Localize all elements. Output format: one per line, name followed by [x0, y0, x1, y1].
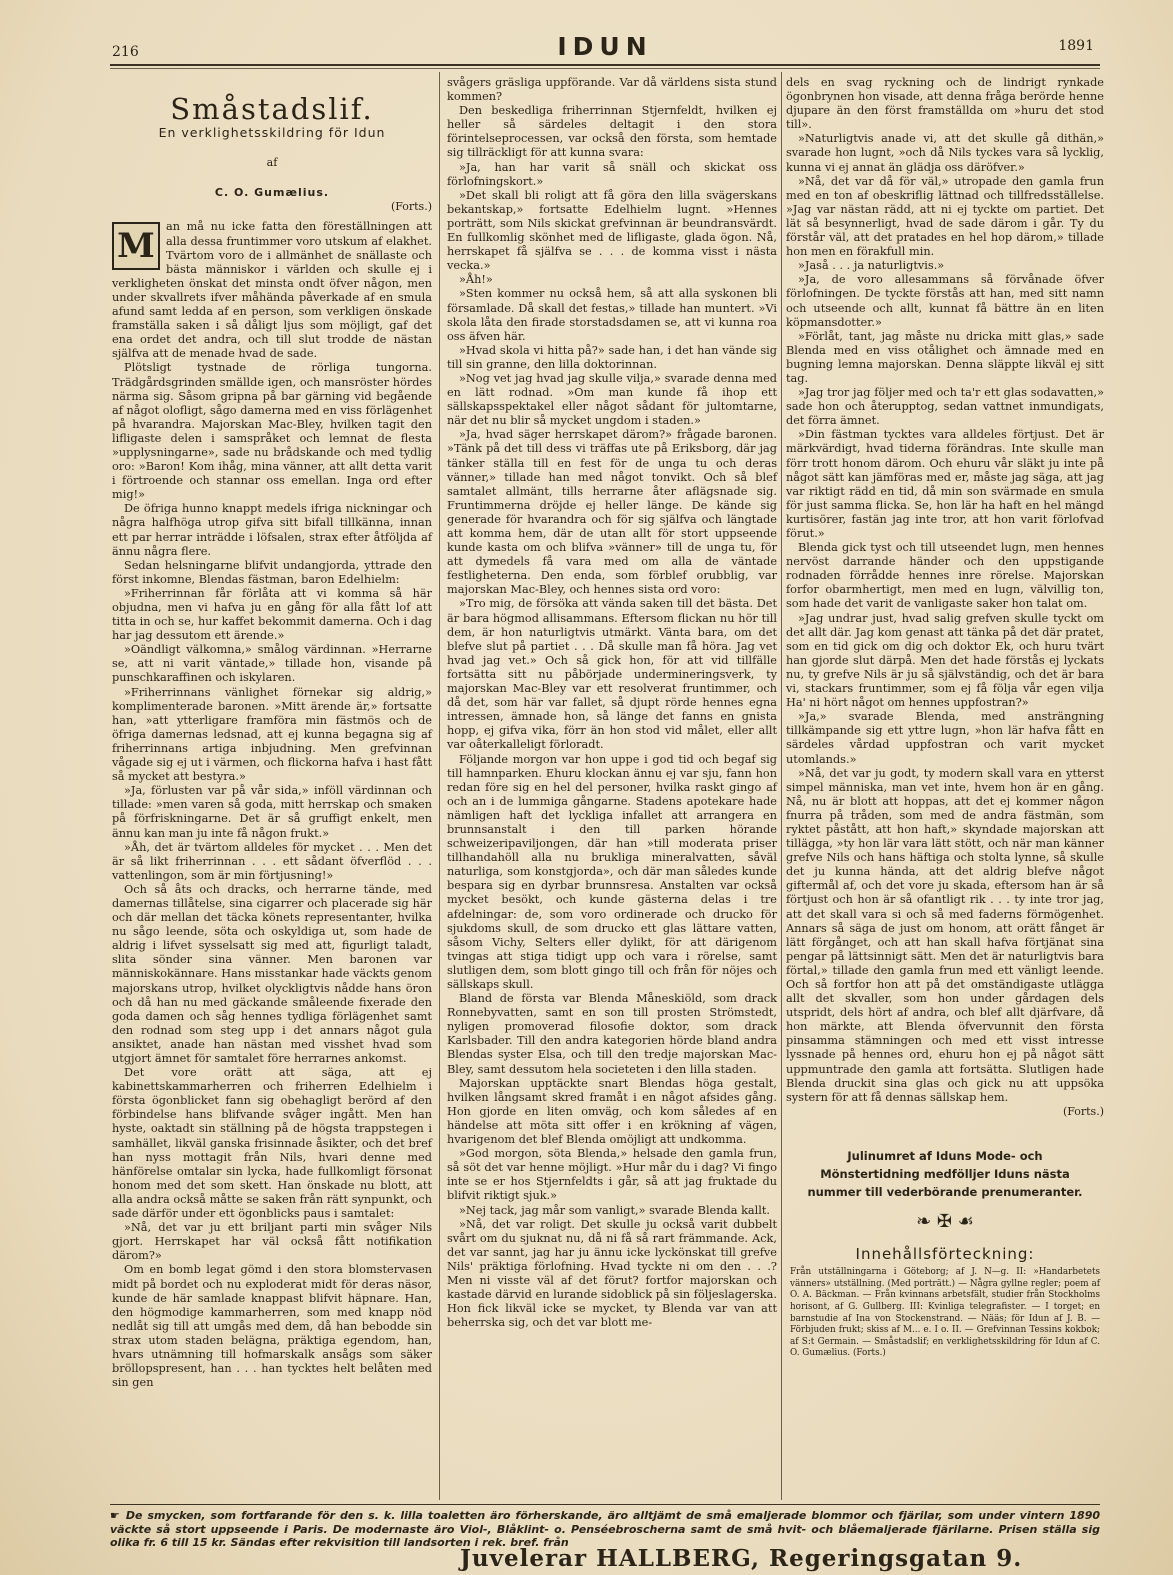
paragraph: »Nej tack, jag mår som vanligt,» svarade Blenda kallt.: [459, 1203, 771, 1217]
paragraph: Majorskan upptäckte snart Blendas höga gestalt, hvilken långsamt skred framåt i en något afsides gång. Hon gjorde en liten omväg, och kom således af en händelse att möta sitt offer i en krökning af vägen, hvarigenom det blef Blenda omöjligt att undkomma.: [447, 1076, 777, 1147]
column-2: [447, 76, 777, 1330]
magazine-title: IDUN: [557, 32, 653, 61]
first-paragraph: [112, 220, 432, 361]
paragraph: »Ja, hvad säger herrskapet därom?» frågade baronen. »Tänk på det till dess vi träffas ute på Eriksborg, där jag tänker ställa till en fest för de unga tu och deras vänner,» tillade han med något tonvikt. Och så blef samtalet allmänt, tills herrarne åter aflägsnade sig. Fruntimmerna dröjde ej heller länge. De kände sig generade för hvarandra och för sig själfva och längtade att komma hem, där de utan allt för stort uppseende kunde kasta om och blifva »vänner» till de unga tu, för att dymedels få vara med om alla de väntade festligheterna. Den enda, som förblef orubblig, var majorskan Mac-Bley, och hennes sista ord voro:: [447, 428, 777, 597]
paragraph: »Ja, han har varit så snäll och skickat oss förlofningskort.»: [447, 160, 777, 188]
paragraph: svågers gräsliga uppförande. Var då världens sista stund kommen?: [447, 76, 777, 104]
contents-title: Innehållsförteckning:: [855, 1245, 1035, 1264]
paragraph: »Tro mig, de försöka att vända saken till det bästa. Det är bara högmod allisammans. Eftersom flickan nu hör till dem, är hon naturligtvis utmärkt. Vänta bara, om det blefve slut på partiet . . . Då skulle man få höra. Jag vet hvad jag vet.» Och så gick hon, för att vid tillfälle fortsätta sitt nu påbörjade undermineringsverk, ty majorskan Mac-Bley var ett resolverat fruntimmer, och då det, som här var fallet, så djupt rörde hennes egna intressen, ämnade hon, så länge det fanns en gnista hopp, ej gifva vika, förr än hon stod vid målet, eller allt var oåterkalleligt förloradt.: [447, 597, 777, 752]
paragraph: »Ja, de voro allesammans så förvånade öfver förlofningen. De tyckte förstås att han, med sitt namn och utseende och allt, kunnat få bättre än en liten köpmansdotter.»: [786, 273, 1104, 329]
paragraph: »Nå, det var ju godt, ty modern skall vara en ytterst simpel människa, man vet inte, hvem hon är en gång. Nå, nu är blott att hoppas, att det ej kommer någon fnurra på tråden, som med de andra fästmän, som ryktet påstått, att hon haft,» skyndade majorskan att tillägga, »ty hon lär vara lätt stött, och när man känner grefve Nils och hans häftiga och stolta lynne, så skulle det ju kunna hända, att det aldrig blefve något giftermål af, och det vore ju skada, eftersom han är så förtjust och hon är så ofantligt rik . . . ty inte tror jag, att det skall vara si och så med faderns förmögenhet. Annars så säga de just om honom, att orätt fånget är lätt förgånget, och att han skall hafva förtjänat sina pengar på lättsinnigt sätt. Men det är naturligtvis bara förtal,» tillade den gamla frun med ett vänligt leende. Och så fortfor hon att på det omständigaste utlägga allt det skvaller, som hon under gårdagen dels utspridt, dels hört af andra, och blef allt djärfvare, då hon märkte, att Blenda öfvervunnit den första pinsamma stämningen och med ett visst intresse lyssnade på hennes ord, ehuru hon ej på något sätt uppmuntrade den gamla att fortsätta. Slutligen hade Blenda druckit sina glas och gick nu att uppsöka systern för att få dennas sällskap hem.: [786, 766, 1104, 1104]
paragraph: Sedan helsningarne blifvit undangjorda, yttrade den först inkomne, Blendas fästman, baron Edelhielm:: [112, 558, 432, 586]
paragraph: De öfriga hunno knappt medels ifriga nickningar och några halfhöga utrop gifva sitt bifall tillkänna, innan ett par herrar inträdde i löfsalen, strax efter åtföljda af ännu några flere.: [112, 502, 432, 558]
story-title: Småstadslif.: [170, 92, 374, 126]
paragraph: »Friherrinnans vänlighet förnekar sig aldrig,» komplimenterade baronen. »Mitt ärende är,» fortsatte han, »att ytterligare framföra min fästmös och de öfriga damernas ledsnad, att ej kunna begagna sig af friherrinnans artiga inbjudning. Men grefvinnan vågade sig ej ut i värmen, och flickorna hafva i hast fått så mycket att bestyra.»: [112, 685, 432, 784]
paragraph: »Naturligtvis anade vi, att det skulle gå dithän,» svarade hon lugnt, »och då Nils tyckes vara så lycklig, kunna vi ej annat än glädja oss däröfver.»: [786, 132, 1104, 174]
continued-marker: (Forts.): [390, 200, 432, 214]
paragraph: »Nå, det var då för väl,» utropade den gamla frun med en ton af obeskriflig lättnad och tillfredsställelse. »Jag var nästan rädd, att ni ej tyckte om partiet. Det lät så besynnerligt, hvad de sade därom i går. Ty du förstår väl, att det pratades en hel hop därom,» tillade hon men en förakfull min.: [786, 174, 1104, 259]
paragraph: »Hvad skola vi hitta på?» sade han, i det han vände sig till sin granne, den lilla doktorinnan.: [447, 343, 777, 371]
paragraph: »Åh, det är tvärtom alldeles för mycket . . . Men det är så likt friherrinnan . . . ett sådant öfverflöd . . . vattenlingon, som är min förtjusning!»: [112, 840, 432, 882]
column-divider: [439, 72, 440, 1500]
story-subtitle: En verklighetsskildring för Idun: [158, 125, 386, 141]
paragraph: »Jaså . . . ja naturligtvis.»: [798, 259, 945, 273]
paragraph: »Din fästman tycktes vara alldeles förtjust. Det är märkvärdigt, hvad tiderna förändras. Inte skulle man förr trott honom därom. Och ehuru vår släkt ju inte på något sätt kan jämföras med er, måste jag säga, att jag var riktigt rädd en tid, då min son svärmade en smula för just samma flicka. Se, hon lär ha haft en hel mängd kurtisörer, fastän jag inte tror, att hon varit förlofvad förut.»: [786, 428, 1104, 540]
column-1: [112, 76, 432, 1390]
paragraph: Det vore orätt att säga, att ej kabinettskammarherren och friherren Edelhielm i första ögonblicket fann sig obehagligt berörd af den förbindelse hans blifvande svåger ingått. Men han hyste, oaktadt sin ställning på de högsta trappstegen i samhället, likväl ganska frisinnade åsikter, och det bref han nyss mottagit från Nils, hvari denne med hänförelse omtalar sin lycka, hade fullkomligt försonat honom med det som skett. Han önskade nu blott, att alla andra också måtte se saken från rätt synpunkt, och sade därför under ett ögonblicks paus i samtalet:: [112, 1066, 432, 1221]
paragraph: Om en bomb legat gömd i den stora blomstervasen midt på bordet och nu exploderat midt för deras näsor, kunde de här samlade knappast blifvit häpnare. Han, den högmodige kammarherren, som med knapp nöd nedlåt sig till att umgås med dem, då han bebodde sin strax utom staden belägna, präktiga egendom, han, hvars utnämning till hofmarskalk ansågs som säker bröllopspresent, han . . . han tycktes helt belåten med sin gen: [112, 1263, 432, 1390]
paragraph: Plötsligt tystnade de rörliga tungorna. Trädgårdsgrinden smällde igen, och mansröster hördes närma sig. Såsom gripna på bar gärning vid begående af något olofligt, sågo damerna med en viss förlägenhet på hvarandra. Majorskan Mac-Bley, hvilken tagit den lifligaste delen i samspråket och lemnat de flesta »upplysningarne», sade nu brådskande och med tydlig oro: »Baron! Kom ihåg, mina vänner, att allt detta varit i förtroende och stannar oss emellan. Inga ord efter mig!»: [112, 361, 432, 502]
paragraph: »Åh!»: [459, 273, 493, 287]
paragraph: »Förlåt, tant, jag måste nu dricka mitt glas,» sade Blenda med en viss otålighet och ämnade med en bugning lemna majorskan. Denna släppte likväl ej sitt tag.: [786, 329, 1104, 385]
paragraph: »Det skall bli roligt att få göra den lilla svägerskans bekantskap,» fortsatte Edelhielm lugnt. »Hennes porträtt, som Nils skickat grefvinnan är beundransvärdt. En fullkomlig skönhet med de lifligaste, glada ögon. Nå, herrskapet få själfva se . . . de komma visst i nästa vecka.»: [447, 188, 777, 273]
paragraph: »Sten kommer nu också hem, så att alla syskonen bli församlade. Då skall det festas,» tillade han muntert. »Vi skola låta den firade storstadsdamen se, att vi kunna roa oss äfven här.: [447, 287, 777, 343]
advertisement-firm: Juvelerar HALLBERG, Regeringsgatan 9.: [460, 1545, 1023, 1572]
paragraph: »Jag undrar just, hvad salig grefven skulle tyckt om det allt där. Jag kom genast att tänka på det där pratet, som en tid gick om dig och doktor Ek, och huru tvärt han gjorde slut därpå. Men det hade förstås ej lyckats nu, ty grefve Nils är ju så självständig, och det är bara vi, stackars fruntimmer, som ej få följa vår egen vilja Ha' ni hört något om hennes uppfostran?»: [786, 611, 1104, 710]
byline-af: af: [266, 156, 278, 170]
paragraph: »Nog vet jag hvad jag skulle vilja,» svarade denna med en lätt rodnad. »Om man kunde få ihop ett sällskapsspektakel eller något sådant för jultomtarne, när det nu blir så mycket ungdom i staden.»: [447, 371, 777, 428]
header-rule-thin: [110, 68, 1100, 69]
paragraph: Den beskedliga friherrinnan Stjernfeldt, hvilken ej heller så särdeles deltagit i den stora förintelseprocessen, var också den första, som hemtade sig tillräckligt för att kunna svara:: [447, 104, 777, 160]
pointing-hand-icon: ☛: [110, 1509, 120, 1522]
column-3: [786, 76, 1104, 1360]
paragraph: »Oändligt välkomna,» smålog värdinnan. »Herrarne se, att ni varit väntade,» tillade hon, visande på punschkaraffinen och iskylaren.: [112, 643, 432, 685]
paragraph: Och så åts och dracks, och herrarne tände, med damernas tillåtelse, sina cigarrer och placerade sig här och där mellan det täcka könets representanter, hvilka nu sågo leende, söta och oskyldiga ut, som hade de aldrig i lifvet sysselsatt sig med att, figurligt taladt, slita sönder sina vänner. Men baronen var människokännare. Hans misstankar hade väckts genom majorskans utrop, hvilket olyckligtvis nådde hans öron och då han nu med gäckande småleende fixerade den goda damen och såg hennes tydliga förlägenhet samt den rodnad som steg upp i det annars något gula ansiktet, anade han nästan med visshet hvad som utgjort ämnet för samtalet före herrarnes ankomst.: [112, 882, 432, 1065]
ornament-flourish-icon: ❧ ✠ ☙: [916, 1210, 974, 1232]
paragraph: »Ja,» svarade Blenda, med ansträngning tillkämpande sig ett yttre lugn, »hon lär hafva fått en särdeles vårdad uppfostran och varit mycket utomlands.»: [786, 710, 1104, 766]
advertisement: [110, 1504, 1100, 1572]
continued-marker-end: (Forts.): [1062, 1104, 1104, 1118]
supplement-notice: Julinumret af Iduns Mode- och Mönstertidning medfölljer Iduns nästa nummer till vederbörande prenumeranter.: [807, 1148, 1083, 1199]
paragraph: dels en svag ryckning och de lindrigt rynkade ögonbrynen hon visade, att denna fråga berörde henne djupare än den först framställda om »huru det stod till».: [786, 76, 1104, 132]
advertisement-text: [110, 1505, 1100, 1550]
author-name: C. O. Gumælius.: [214, 186, 330, 200]
paragraph: »Ja, förlusten var på vår sida,» inföll värdinnan och tillade: »men varen så goda, mitt herrskap och smaken på förfriskningarne. Det är så gruffigt enkelt, men ännu kan man ju inte få någon frukt.»: [112, 784, 432, 840]
paragraph: Bland de första var Blenda Måneskiöld, som drack Ronnebyvatten, samt en son till prosten Strömstedt, nyligen promoverad filosofie doktor, som drack Karlsbader. Till den andra kategorien hörde bland andra Blendas syster Elsa, och till den tredje majorskan Mac-Bley, samt dessutom hela societeten i den lilla staden.: [447, 992, 777, 1076]
issue-year: 1891: [1058, 38, 1094, 54]
first-paragraph-text: an må nu icke fatta den föreställningen att alla dessa fruntimmer voro utskum af elakhet. Tvärtom voro de i allmänhet de snällaste och bästa människor i världen och skulle ej i verkligheten önskat det minsta ondt öfver någon, men under skvallrets ifver måhända påverkade af en smula afund samt ledda af en person, som verkligen önskade framställa saken i så dåligt ljus som möjligt, gaf det ena ordet det andra, och till slut trodde de nästan själfva att de menade hvad de sade.: [112, 220, 432, 361]
paragraph: »Friherrinnan får förlåta att vi komma så här objudna, men vi hafva ju en gång för alla fått lof att titta in och se, hur kaffet bekommit damerna. Och i dag har jag dessutom ett ärende.»: [112, 586, 432, 643]
paragraph: »Nå, det var ju ett briljant parti min svåger Nils gjort. Herrskapet har väl också fått notifikation därom?»: [112, 1221, 432, 1263]
page-header: [110, 30, 1100, 64]
paragraph: »God morgon, söta Blenda,» helsade den gamla frun, så söt det var henne möjligt. »Hur mår du i dag? Vi fingo inte se er hos Stjernfeldts i går, så att jag fruktade du blifvit riktigt sjuk.»: [447, 1147, 777, 1203]
page-number: 216: [112, 44, 139, 60]
paragraph: Följande morgon var hon uppe i god tid och begaf sig till hamnparken. Ehuru klockan ännu ej var sju, fann hon redan före sig en hel del personer, hvilka raskt gingo af och an i de lummiga gångarne. Stadens apotekare hade nämligen haft det lyckliga infallet att arrangera en brunnsanstalt i den till parken hörande schweizeripaviljongen, där han »till moderata priser tillhandahöll alla nu brukliga mineralvatten, såväl naturliga, som konstgjorda», och där man således kunde bespara sig en dyrbar brunnsresa. Anstalten var också mycket besökt, och kunde gästerna delas i tre afdelningar: de, som voro ordinerade och drucko för sjukdoms skull, de som drucko ett glas lättare vatten, såsom Vichy, Selters eller dylikt, för att därigenom tvingas att stiga tidigt upp och vara i rörelse, samt slutligen dem, som blott gingo till och från för nöjes och sällskaps skull.: [447, 752, 777, 991]
paragraph: »Nå, det var roligt. Det skulle ju också varit dubbelt svårt om du sjuknat nu, då ni få så rart främmande. Ack, det var sannt, jag har ju ännu icke lyckönskat till grefve Nils' präktiga förlofning. Hvad tyckte ni om den . . .? Men ni visste väl af det förut? fortfor majorskan och kastade därvid en lurande sidoblick på sin följeslagerska. Hon fick likväl icke se mycket, ty Blenda var van att beherrska sig, och det var blott me-: [447, 1217, 777, 1330]
header-rule: [110, 64, 1100, 66]
drop-cap: M: [112, 222, 160, 270]
paragraph: Blenda gick tyst och till utseendet lugn, men hennes nervöst darrande händer och den uppstigande rodnaden förrådde hennes inre rörelse. Majorskan forfor obarmhertigt, men med en lugn, välvillig ton, som hade det varit de vanligaste saker hon talat om.: [786, 541, 1104, 611]
contents-text: Från utställningarna i Göteborg; af J. N—g. II: »Handarbetets vänners» utställning. (Med porträtt.) — Några gyllne regler; poem af O. A. Bäckman. — Från kvinnans arbetsfält, studier från Stockholms horisont, af G. Gullberg. III: Kvinliga telegrafister. — I torget; en barnstudie af Ina von Stockenstrand. — Nääs; för Idun af J. B. — Förbjuden frukt; skiss af M... e. I o. II. — Grefvinnan Tessins kokbok; af S:t Germain. — Småstadslif; en verklighetsskildring för Idun af C. O. Gumælius. (Forts.): [790, 1267, 1100, 1359]
advertisement-body: De smycken, som fortfarande för den s. k. lilla toaletten äro förherskande, äro alltjämt de små emaljerade blommor och fjärilar, som under vintern 1890 väckte så stort uppseende i Paris. De modernaste äro Viol-, Blåklint- o. Penséebroscherna samt de små hvit- och blåemaljerade fjärilarne. Prisen ställa sig olika fr. 6 till 15 kr. Sändas efter rekvisition till landsorten i rek. bref. från: [110, 1509, 1100, 1549]
paragraph: »Jag tror jag följer med och ta'r ett glas sodavatten,» sade hon och återupptog, sedan vattnet inmundigats, det förra ämnet.: [786, 386, 1104, 428]
column-divider: [781, 72, 782, 1500]
